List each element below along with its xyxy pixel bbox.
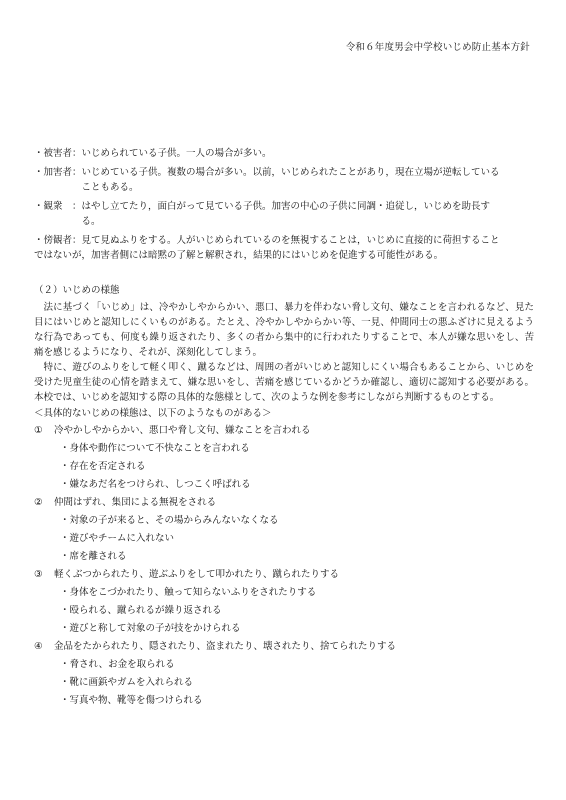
category-2 [34,495,534,510]
list-item: ・写真や物、靴等を傷つけられる [60,695,203,706]
list-item: ・殴られる、蹴られるが繰り返される [60,605,222,616]
role-label: ・被害者： [34,148,82,159]
role-label: ・観衆 ： [34,201,82,212]
list-item: ・席を離される [60,551,127,562]
category-title: 軽くぶつかられたり、遊ぶふりをして叩かれたり、蹴られたりする [54,569,340,580]
role-line: る。 [81,216,101,227]
list-item: ・身体や動作について不快なことを言われる [60,443,250,454]
category-title: 金品をたかられたり、隠されたり、盗まれたり、壊されたり、捨てられたりする [54,641,397,652]
role-line: 見て見ぬふりをする。人がいじめられているのを無視することは，いじめに直接的に荷担すること [81,235,500,246]
role-perpetrator [34,165,534,195]
category-4 [34,639,534,654]
list-item: ・遊びやチームに入れない [60,533,175,544]
category-title: 冷やかしやからかい、悪口や脅し文句、嫌なことを言われる [54,425,311,436]
examples-heading: ＜具体的ないじめの様態は、以下のようなものがある＞ [34,408,272,419]
category-title: 仲間はずれ、集団による無視をされる [54,497,217,508]
category-number: ③ [34,569,43,580]
document-header: 令和６年度男会中学校いじめ防止基本方針 [345,42,530,53]
list-item: ・存在を否定される [60,461,146,472]
paragraph: 法に基づく「いじめ」は、冷やかしやからかい、悪口、暴力を伴わない脅し文句、嫌なことを言われるなど、見た目にはいじめと認知しにくいものがある。たとえ、冷やかしやからかい等、一見、仲間同士の悪ふざけに見えるような行為であっても、何度も繰り返されたり、多くの者から集中的に行われたりすることで、本人が嫌な思いをし、苦痛を感じるようになり、それが、深刻化してしまう。 [34,302,534,358]
paragraph: 特に、遊びのふりをして軽く叩く、蹴るなどは、周囲の者がいじめと認知しにくい場合もあることから、いじめを受けた児童生徒の心情を踏まえて、嫌な思いをし、苦痛を感じているかどうか確認し、適切に認知する必要がある。本校では、いじめを認知する際の具体的な態様として、次のような例を参考にしながら判断するものとする。 [34,362,534,403]
role-line: ではないが，加害者側には暗黙の了解と解釈され，結果的にはいじめを促進する可能性がある。 [34,250,444,261]
list-item: ・対象の子が来ると、その場からみんないなくなる [60,515,279,526]
role-label: ・加害者： [34,167,82,178]
role-description [82,165,534,195]
role-line: いじめている子供。複数の場合が多い。以前，いじめられたことがあり，現在立場が逆転している [81,167,500,178]
list-item: ・遊びと称して対象の子が技をかけられる [60,623,241,634]
role-victim [34,146,534,161]
section-heading: （２）いじめの様態 [34,285,120,296]
role-label: ・傍観者： [34,235,82,246]
category-1 [34,423,534,438]
list-item: ・嫌なあだ名をつけられ、しつこく呼ばれる [60,479,251,490]
document-body [34,146,534,711]
list-item: ・身体をこづかれたり、触って知らないふりをされたりする [60,587,317,598]
category-number: ① [34,425,43,436]
role-bystander [34,233,534,263]
list-item: ・脅され、お金を取られる [60,659,175,670]
role-line: こともある。 [81,182,139,193]
category-3 [34,567,534,582]
role-line: いじめられている子供。一人の場合が多い。 [81,148,272,159]
role-description [82,146,534,161]
role-description [82,199,534,229]
category-number: ④ [34,641,43,652]
role-line: はやし立てたり，面白がって見ている子供。加害の中心の子供に同調・追従し，いじめを助長す [81,201,491,212]
list-item: ・靴に画鋲やガムを入れられる [60,677,194,688]
role-audience [34,199,534,229]
category-number: ② [34,497,43,508]
